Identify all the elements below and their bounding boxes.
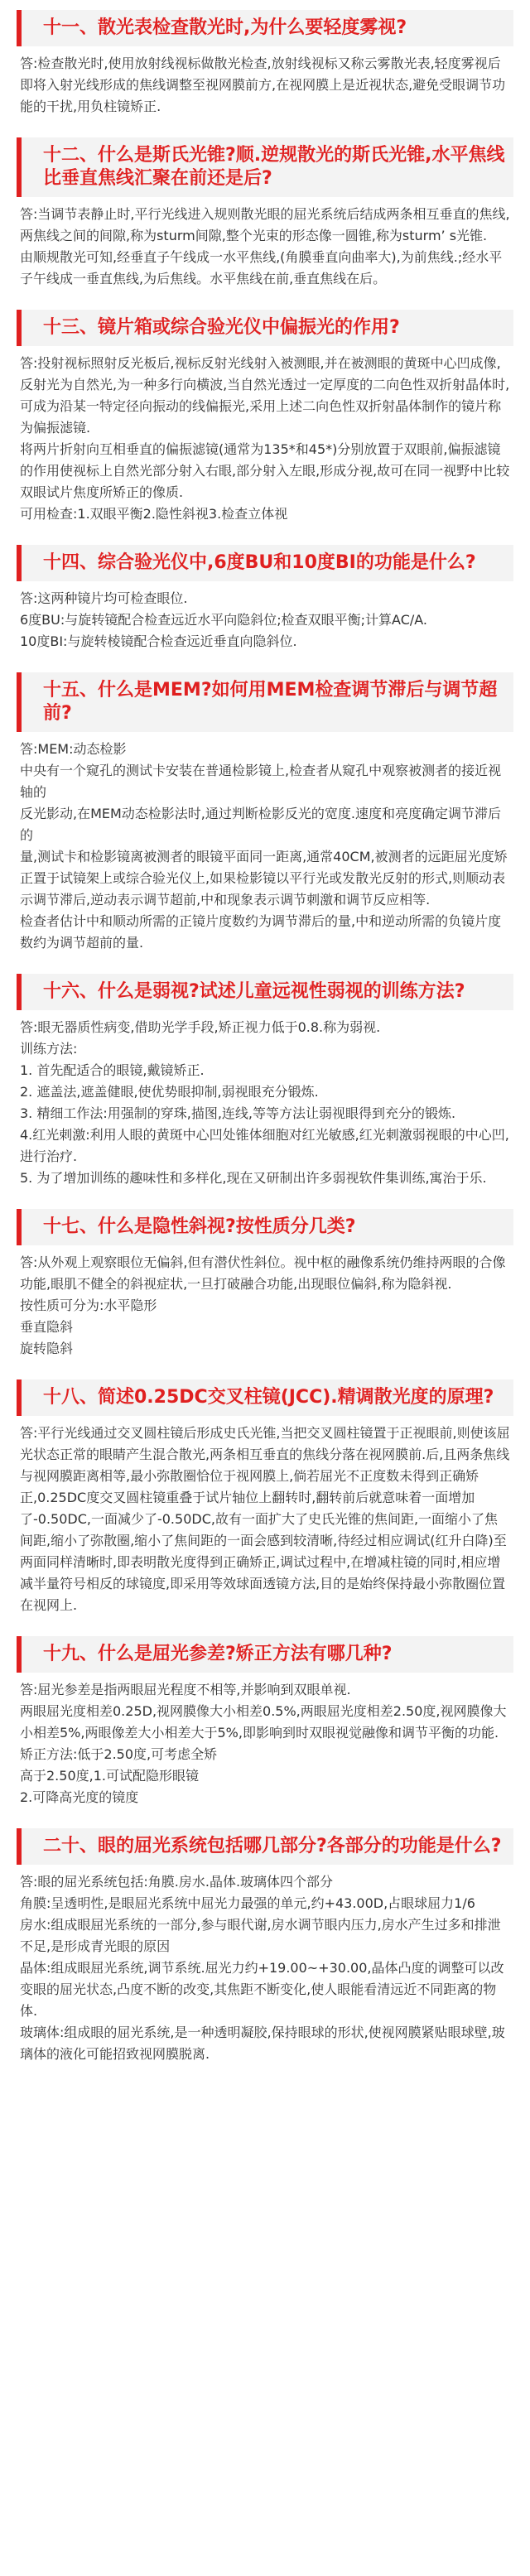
answer-paragraph: 答:屈光参差是指两眼屈光程度不相等,并影响到双眼单视.	[20, 1682, 351, 1697]
answer-paragraph: 6度BU:与旋转镜配合检查远近水平向隐斜位;检查双眼平衡;计算AC/A.	[20, 612, 428, 628]
qa-section	[17, 1370, 513, 1626]
answer-paragraph: 答:MEM:动态检影	[20, 741, 127, 757]
answer-paragraph: 垂直隐斜	[20, 1319, 74, 1335]
section-title: 十九、什么是屈光参差?矫正方法有哪几种?	[43, 1644, 393, 1664]
answer-paragraph: 答:检查散光时,使用放射线视标做散光检查,放射线视标又称云雾散光表,轻度雾视后即将入射光线形成的焦线调整至视网膜前方,在视网膜上是近视状态,避免受眼调节功能的干扰,用负柱镜矫正.	[20, 55, 506, 114]
answer-paragraph: 旋转隐斜	[20, 1341, 74, 1356]
section-body	[17, 1416, 513, 1626]
answer-paragraph: 检查者估计中和顺动所需的正镜片度数约为调节滞后的量,中和逆动所需的负镜片度数约为调节超前的量.	[20, 913, 502, 951]
answer-paragraph: 由顺规散光可知,经垂直子午线成一水平焦线,(角膜垂直向曲率大),为前焦线.;经水平子午线成一垂直焦线,为后焦线。水平焦线在前,垂直焦线在后。	[20, 249, 503, 286]
answer-paragraph: 答:这两种镜片均可检查眼位.	[20, 590, 188, 606]
section-heading-bar	[17, 10, 513, 46]
section-title: 十六、什么是弱视?试述儿童远视性弱视的训练方法?	[43, 981, 465, 1002]
section-title: 十三、镜片箱或综合验光仪中偏振光的作用?	[43, 317, 400, 338]
answer-paragraph: 按性质可分为:水平隐形	[20, 1298, 157, 1313]
answer-paragraph: 反光影动,在MEM动态检影法时,通过判断检影反光的宽度.速度和亮度确定调节滞后的	[20, 806, 501, 843]
answer-paragraph: 答:眼的屈光系统包括:角膜.房水.晶体.玻璃体四个部分	[20, 1874, 334, 1890]
qa-section	[17, 0, 513, 128]
qa-section	[17, 300, 513, 535]
section-heading-bar	[17, 1636, 513, 1673]
answer-paragraph: 答:从外观上观察眼位无偏斜,但有潜伏性斜位。视中枢的融像系统仍维持两眼的合像功能,眼肌不健全的斜视症状,一旦打破融合功能,出现眼位偏斜,称为隐斜视.	[20, 1254, 506, 1292]
qa-section	[17, 964, 513, 1199]
qa-section	[17, 662, 513, 964]
answer-paragraph: 晶体:组成眼屈光系统,调节系统.屈光力约+19.00~+30.00,晶体凸度的调整可以改变眼的屈光状态,凸度不断的改变,其焦距不断变化,使人眼能看清远近不同距离的物体.	[20, 1960, 504, 2019]
section-heading-bar	[17, 1209, 513, 1245]
section-heading-bar	[17, 1379, 513, 1416]
qa-section	[17, 128, 513, 300]
answer-paragraph: 将两片折射向互相垂直的偏振滤镜(通常为135*和45*)分别放置于双眼前,偏振滤镜的作用使视标上自然光部分射入右眼,部分射入左眼,形成分视,故可在同一视野中比较双眼试片焦度所矫正的像质.	[20, 441, 510, 500]
section-title: 十八、简述0.25DC交叉柱镜(JCC).精调散光度的原理?	[43, 1387, 494, 1408]
answer-paragraph: 2. 遮盖法,遮盖健眼,使优势眼抑制,弱视眼充分锻炼.	[20, 1084, 319, 1100]
answer-paragraph: 角膜:呈透明性,是眼屈光系统中屈光力最强的单元,约+43.00D,占眼球屈力1/6	[20, 1895, 475, 1911]
answer-paragraph: 10度BI:与旋转棱镜配合检查远近垂直向隐斜位.	[20, 633, 297, 649]
answer-paragraph: 3. 精细工作法:用强制的穿珠,描图,连线,等等方法让弱视眼得到充分的锻炼.	[20, 1105, 456, 1121]
section-body	[17, 581, 513, 662]
section-heading-bar	[17, 1828, 513, 1865]
section-title: 十四、综合验光仪中,6度BU和10度BI的功能是什么?	[43, 552, 476, 573]
section-heading-bar	[17, 310, 513, 346]
section-title: 二十、眼的屈光系统包括哪几部分?各部分的功能是什么?	[43, 1836, 502, 1856]
answer-paragraph: 5. 为了增加训练的趣味性和多样化,现在又研制出许多弱视软件集训练,寓治于乐.	[20, 1170, 487, 1186]
section-body	[17, 732, 513, 964]
section-heading-bar	[17, 137, 513, 197]
qa-section	[17, 535, 513, 662]
section-body	[17, 346, 513, 535]
answer-paragraph: 答:眼无器质性病变,借助光学手段,矫正视力低于0.8.称为弱视.	[20, 1019, 381, 1035]
section-body	[17, 1673, 513, 1818]
section-heading-bar	[17, 545, 513, 581]
answer-paragraph: 房水:组成眼屈光系统的一部分,参与眼代谢,房水调节眼内压力,房水产生过多和排泄不足,是形成青光眼的原因	[20, 1917, 501, 1954]
section-title: 十七、什么是隐性斜视?按性质分几类?	[43, 1216, 356, 1237]
section-title: 十二、什么是斯氏光锥?顺.逆规散光的斯氏光锥,水平焦线比垂直焦线汇聚在前还是后?	[43, 145, 505, 189]
answer-paragraph: 2.可降高光度的镜度	[20, 1789, 139, 1805]
section-heading-bar	[17, 974, 513, 1010]
answer-paragraph: 两眼屈光度相差0.25D,视网膜像大小相差0.5%,两眼屈光度相差2.50度,视网膜像大小相差5%,两眼像差大小相差大于5%,即影响到时双眼视觉融像和调节平衡的功能.	[20, 1703, 507, 1741]
section-body	[17, 1010, 513, 1199]
answer-paragraph: 中央有一个窥孔的测试卡安装在普通检影镜上,检查者从窥孔中观察被测者的接近视轴的	[20, 763, 502, 800]
qa-section	[17, 1626, 513, 1818]
answer-paragraph: 矫正方法:低于2.50度,可考虑全矫	[20, 1746, 218, 1762]
answer-paragraph: 可用检查:1.双眼平衡2.隐性斜视3.检查立体视	[20, 506, 288, 522]
answer-paragraph: 1. 首先配适合的眼镜,戴镜矫正.	[20, 1062, 205, 1078]
section-heading-bar	[17, 672, 513, 732]
section-title: 十五、什么是MEM?如何用MEM检查调节滞后与调节超前?	[43, 680, 498, 724]
qa-section	[17, 1199, 513, 1370]
qa-section	[17, 1818, 513, 2075]
section-body	[17, 46, 513, 128]
answer-paragraph: 答:投射视标照射反光板后,视标反射光线射入被测眼,并在被测眼的黄斑中心凹成像,反射光为自然光,为一种多行向横波,当自然光透过一定厚度的二向色性双折射晶体时,可成为沿某一特定径向振动的线偏振光,采用上述二向色性双折射晶体制作的镜片称为偏振滤镜.	[20, 355, 510, 436]
answer-paragraph: 答:当调节表静止时,平行光线进入规则散光眼的屈光系统后结成两条相互垂直的焦线,两焦线之间的间隙,称为sturm间隙,整个光束的形态像一圆锥,称为sturm’ s光锥.	[20, 206, 510, 243]
answer-paragraph: 玻璃体:组成眼的屈光系统,是一种透明凝胶,保持眼球的形状,使视网膜紧贴眼球壁,玻璃体的液化可能招致视网膜脱离.	[20, 2025, 505, 2062]
answer-paragraph: 量,测试卡和检影镜离被测者的眼镜平面同一距离,通常40CM,被测者的远距屈光度矫正置于试镜架上或综合验光仪上,如果检影镜以平行光或发散光反射的形式,则顺动表示调节滞后,逆动表示调节超前,中和现象表示调节刺激和调节反应相等.	[20, 849, 508, 908]
section-body	[17, 1245, 513, 1370]
section-title: 十一、散光表检查散光时,为什么要轻度雾视?	[43, 17, 407, 38]
answer-paragraph: 训练方法:	[20, 1041, 78, 1057]
answer-paragraph: 答:平行光线通过交叉圆柱镜后形成史氏光锥,当把交叉圆柱镜置于正视眼前,则使该屈光状态正常的眼睛产生混合散光,两条相互垂直的焦线分落在视网膜前.后,且两条焦线与视网膜距离相等,最小弥散圈恰位于视网膜上,倘若屈光不正度数未得到正确矫正,0.25DC度交叉圆柱镜重叠于试片轴位上翻转时,翻转前后就意味着一面增加了-0.50DC,一面减少了-0.50DC,故有一面扩大了史氏光锥的焦间距,一面缩小了焦间距,缩小了弥散圈,缩小了焦间距的一面会感到较清晰,待经过相应调试(红升白降)至两面同样清晰时,即表明散光度得到正确矫正,调试过程中,在增减柱镜的同时,相应增减半量符号相反的球镜度,即采用等效球面透镜方法,目的是始终保持最小弥散圈位置在视网上.	[20, 1425, 510, 1613]
section-body	[17, 197, 513, 300]
answer-paragraph: 高于2.50度,1.可试配隐形眼镜	[20, 1768, 199, 1784]
section-body	[17, 1865, 513, 2075]
answer-paragraph: 4.红光刺激:利用人眼的黄斑中心凹处锥体细胞对红光敏感,红光刺激弱视眼的中心凹,进行治疗.	[20, 1127, 509, 1164]
